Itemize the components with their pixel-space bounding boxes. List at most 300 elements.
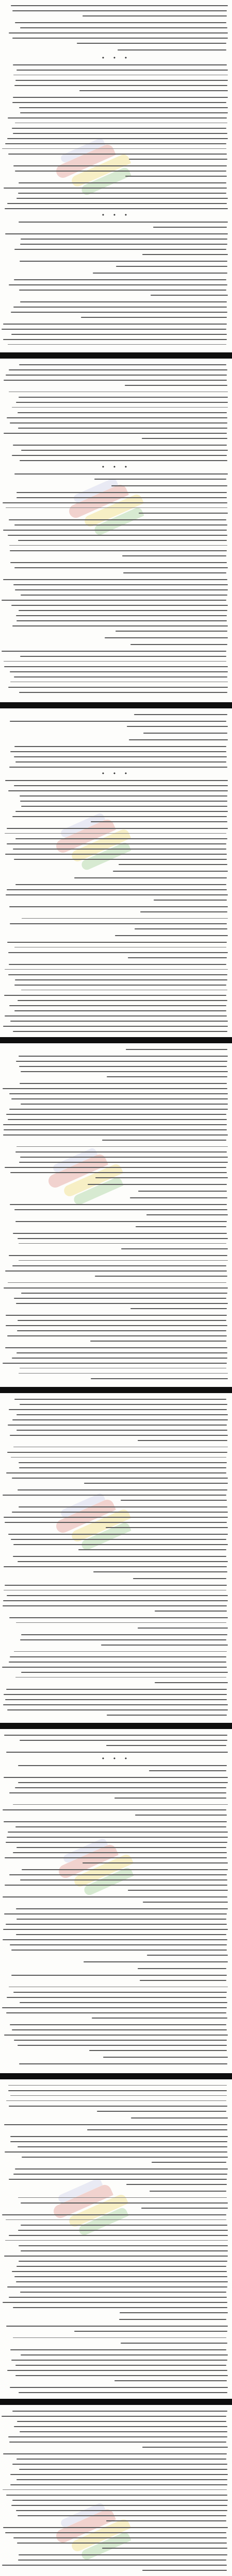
text-line: [9, 1792, 226, 1793]
text-line: [3, 1704, 228, 1705]
text-line: [16, 1303, 228, 1304]
text-line: [15, 2375, 228, 2376]
text-line: [19, 1467, 226, 1468]
text-line: [16, 70, 228, 71]
text-line: [130, 1197, 227, 1198]
text-line: [11, 1950, 227, 1951]
text-line: [9, 2442, 226, 2443]
text-line: [14, 2040, 227, 2041]
text-line: [21, 1104, 228, 1105]
text-line: [17, 2543, 227, 2544]
watermark-logo: [49, 814, 137, 876]
page-separator: [0, 1723, 232, 1729]
text-line: [20, 261, 227, 262]
text-line: [93, 273, 227, 274]
text-line: [21, 2354, 228, 2355]
text-line: [16, 2281, 228, 2282]
text-line: [17, 2421, 226, 2422]
text-line: [7, 1452, 227, 1453]
text-line: [128, 1890, 228, 1891]
text-line: [15, 22, 226, 23]
text-line: [19, 107, 228, 108]
page-separator: [0, 1387, 232, 1393]
text-line: [121, 1500, 227, 1501]
text-line: [142, 2447, 228, 2448]
text-line: [8, 2436, 227, 2437]
text-line: [123, 572, 226, 573]
text-line: [14, 1010, 226, 1011]
text-line: [90, 1341, 226, 1342]
text-line: [5, 1347, 227, 1348]
text-line: [138, 1968, 226, 1969]
text-line: [14, 524, 227, 526]
text-line: [119, 864, 227, 865]
text-line: [4, 666, 228, 667]
text-line: [8, 1534, 228, 1535]
text-line: [14, 279, 226, 280]
text-line: [14, 1651, 227, 1652]
text-line: [5, 1015, 227, 1016]
text-line: [13, 1556, 226, 1557]
text-line: [115, 935, 228, 936]
document-page: [0, 0, 232, 352]
text-line: [107, 1076, 227, 1077]
text-line: [155, 1611, 227, 1612]
text-line: [125, 385, 227, 386]
text-line: [114, 2380, 227, 2381]
text-line: [8, 344, 226, 345]
text-line: [3, 2527, 228, 2528]
text-line: [82, 15, 227, 16]
text-line: [13, 849, 226, 850]
section-divider: • • •: [101, 770, 131, 777]
text-line: [6, 1114, 226, 1115]
text-line: [9, 1409, 227, 1410]
text-line: [2, 2007, 227, 2008]
section-divider: • • •: [101, 55, 131, 61]
text-line: [5, 2532, 226, 2533]
text-line: [9, 519, 226, 520]
page-separator: [0, 352, 232, 359]
text-line: [155, 1682, 228, 1683]
text-line: [15, 1787, 226, 1788]
text-line: [14, 567, 228, 568]
text-line: [89, 2050, 227, 2051]
text-line: [9, 2106, 227, 2107]
text-line: [15, 979, 227, 980]
text-line: [15, 2365, 226, 2366]
text-line: [13, 1804, 228, 1805]
text-line: [10, 550, 227, 551]
text-line: [8, 974, 227, 975]
text-line: [22, 1869, 228, 1870]
text-line: [106, 1745, 226, 1746]
text-line: [88, 1184, 227, 1185]
text-line: [114, 1798, 226, 1799]
text-line: [95, 1177, 228, 1178]
text-line: [19, 610, 227, 611]
text-line: [138, 1628, 228, 1629]
text-line: [6, 2495, 227, 2496]
text-line: [6, 1315, 227, 1316]
text-line: [20, 656, 226, 657]
text-line: [13, 2337, 226, 2338]
text-line: [15, 1826, 226, 1827]
text-line: [106, 2520, 226, 2521]
text-line: [12, 128, 226, 129]
text-line: [15, 2168, 228, 2170]
text-line: [3, 1605, 227, 1606]
text-line: [12, 2500, 228, 2501]
text-line: [131, 2117, 228, 2119]
text-line: [9, 1662, 226, 1663]
text-line: [14, 473, 228, 474]
text-line: [4, 2124, 227, 2125]
text-line: [139, 513, 228, 514]
text-line: [11, 1098, 228, 1099]
text-line: [15, 80, 228, 81]
text-line: [5, 208, 228, 209]
text-line: [13, 2537, 227, 2538]
text-line: [95, 1276, 227, 1277]
text-line: [9, 284, 227, 285]
text-line: [6, 1472, 226, 1473]
text-line: [13, 1852, 227, 1853]
text-line: [7, 1709, 228, 1710]
text-line: [97, 2111, 226, 2112]
watermark-logo: [49, 2504, 137, 2566]
text-line: [9, 1093, 228, 1094]
text-line: [13, 1031, 227, 1032]
text-line: [74, 2331, 227, 2332]
text-line: [15, 589, 228, 590]
text-line: [19, 2469, 227, 2470]
page-separator: [0, 2073, 232, 2079]
text-line: [12, 1419, 228, 1420]
text-line: [21, 1672, 228, 1673]
text-line: [4, 433, 227, 434]
text-line: [16, 615, 227, 616]
text-line: [3, 1363, 227, 1364]
text-line: [14, 2426, 227, 2427]
text-line: [7, 1837, 228, 1838]
text-line: [14, 859, 227, 860]
text-line: [14, 249, 226, 250]
text-line: [20, 1404, 227, 1405]
text-line: [3, 502, 227, 503]
section-divider: • • •: [101, 212, 131, 218]
text-line: [7, 2370, 227, 2371]
text-line: [12, 455, 227, 456]
document-page: [0, 1730, 232, 2073]
text-line: [10, 751, 226, 752]
text-line: [14, 1298, 226, 1299]
text-line: [10, 1435, 228, 1436]
text-line: [16, 620, 227, 621]
text-line: [10, 2024, 226, 2025]
text-line: [15, 811, 228, 812]
text-line: [10, 2474, 228, 2475]
text-line: [7, 843, 226, 844]
document-page: [0, 2080, 232, 2398]
text-line: [13, 2307, 227, 2308]
text-line: [16, 2479, 227, 2480]
text-line: [20, 1157, 228, 1158]
text-line: [111, 485, 227, 486]
text-line: [10, 1172, 227, 1173]
text-line: [20, 2431, 227, 2432]
text-line: [135, 1815, 227, 1816]
text-line: [19, 290, 226, 291]
text-line: [6, 1924, 227, 1925]
text-line: [107, 1715, 227, 1716]
text-line: [4, 661, 226, 662]
text-line: [10, 1204, 227, 1205]
text-line: [12, 407, 228, 408]
watermark-logo: [41, 1149, 129, 1211]
text-line: [7, 889, 227, 890]
text-line: [9, 545, 227, 546]
text-line: [3, 1929, 228, 1930]
text-line: [113, 871, 228, 872]
text-line: [20, 27, 227, 28]
text-line: [9, 1109, 228, 1110]
text-line: [4, 188, 227, 189]
text-line: [5, 2151, 227, 2153]
text-line: [116, 266, 227, 267]
text-line: [20, 2002, 227, 2003]
text-line: [16, 1430, 227, 1431]
text-line: [16, 198, 228, 199]
text-line: [121, 2343, 227, 2344]
text-line: [18, 1000, 227, 1001]
page-separator: [0, 2399, 232, 2405]
text-line: [120, 2312, 228, 2313]
text-line: [13, 2174, 227, 2175]
text-line: [9, 2179, 227, 2180]
text-line: [105, 637, 228, 638]
text-line: [10, 671, 228, 672]
text-line: [122, 555, 226, 556]
text-line: [19, 692, 227, 693]
text-line: [12, 38, 228, 39]
text-line: [21, 2202, 228, 2204]
text-line: [16, 2510, 227, 2511]
text-line: [10, 2141, 227, 2142]
text-line: [3, 1939, 227, 1940]
text-line: [9, 767, 227, 768]
text-line: [91, 821, 227, 822]
text-line: [20, 795, 227, 796]
text-line: [10, 1944, 227, 1945]
text-line: [19, 182, 226, 183]
text-line: [22, 918, 228, 919]
text-line: [19, 1066, 227, 1067]
text-line: [16, 1352, 227, 1353]
text-line: [16, 1414, 228, 1415]
text-line: [6, 1752, 228, 1753]
text-line: [11, 605, 228, 606]
text-line: [9, 369, 227, 370]
text-line: [87, 2129, 227, 2130]
text-line: [6, 2326, 228, 2327]
text-line: [138, 1191, 227, 1192]
text-line: [3, 1124, 227, 1125]
text-line: [125, 176, 227, 177]
text-line: [13, 133, 227, 134]
text-line: [11, 312, 227, 313]
text-line: [8, 790, 228, 791]
text-line: [7, 417, 227, 418]
text-line: [7, 828, 228, 829]
text-line: [9, 2297, 227, 2298]
text-line: [3, 324, 227, 325]
text-line: [91, 1378, 228, 1379]
text-line: [118, 49, 226, 50]
text-line: [21, 1293, 227, 1294]
watermark-logo: [52, 1839, 139, 1901]
text-line: [106, 1527, 228, 1528]
text-line: [10, 721, 226, 722]
text-line: [152, 2162, 226, 2163]
text-line: [18, 193, 226, 194]
text-line: [79, 90, 228, 91]
text-line: [141, 2208, 228, 2209]
text-line: [14, 1399, 226, 1400]
text-line: [7, 2286, 227, 2287]
text-line: [18, 540, 227, 541]
text-line: [142, 254, 228, 255]
text-line: [10, 562, 227, 563]
text-line: [12, 1512, 228, 1513]
text-line: [12, 2411, 227, 2412]
text-line: [3, 1088, 227, 1089]
text-line: [20, 1639, 226, 1640]
text-line: [4, 1735, 227, 1736]
text-line: [4, 1821, 227, 1822]
text-line: [77, 43, 226, 44]
text-line: [14, 676, 227, 677]
text-line: [7, 203, 227, 204]
text-line: [21, 595, 227, 596]
text-line: [10, 2484, 227, 2485]
text-line: [18, 1782, 228, 1783]
text-line: [19, 222, 228, 223]
text-line: [3, 1896, 227, 1897]
text-line: [74, 877, 227, 878]
text-line: [9, 2235, 228, 2236]
text-line: [10, 2095, 227, 2096]
document-page: [0, 2405, 232, 2576]
text-line: [2, 329, 226, 330]
text-line: [6, 507, 227, 508]
text-line: [147, 1955, 228, 1956]
text-line: [3, 1026, 228, 1027]
text-line: [81, 317, 227, 318]
text-line: [4, 1694, 227, 1695]
text-line: [18, 2515, 226, 2516]
text-line: [5, 1585, 227, 1586]
text-line: [135, 928, 227, 929]
text-line: [8, 2090, 227, 2091]
text-line: [7, 1595, 228, 1596]
text-line: [5, 833, 226, 834]
text-line: [16, 1919, 226, 1920]
text-line: [3, 1809, 226, 1810]
text-line: [14, 985, 226, 986]
text-line: [2, 148, 226, 149]
text-line: [13, 445, 227, 446]
text-line: [8, 952, 228, 953]
text-line: [13, 307, 227, 308]
text-line: [140, 911, 227, 912]
text-line: [16, 497, 227, 498]
text-line: [7, 1997, 226, 1998]
text-line: [19, 2245, 228, 2246]
page-separator: [0, 702, 232, 708]
text-line: [15, 1221, 227, 1222]
text-line: [19, 1243, 226, 1244]
text-line: [5, 1522, 227, 1523]
text-line: [138, 1440, 227, 1441]
text-line: [5, 1167, 226, 1168]
text-line: [8, 2085, 227, 2086]
text-line: [82, 1862, 228, 1863]
text-line: [121, 1248, 228, 1249]
text-line: [136, 1226, 226, 1227]
text-line: [20, 2292, 226, 2293]
text-line: [143, 733, 227, 734]
text-line: [10, 1021, 228, 1022]
text-line: [9, 964, 226, 965]
text-line: [5, 2240, 228, 2241]
text-line: [11, 1539, 226, 1540]
text-line: [21, 806, 227, 807]
document-page: [0, 1394, 232, 1722]
text-line: [128, 957, 227, 958]
text-line: [6, 2100, 226, 2101]
text-line: [130, 1308, 227, 1309]
text-line: [133, 1578, 226, 1579]
text-line: [13, 64, 227, 65]
text-line: [5, 969, 228, 970]
text-line: [20, 244, 227, 245]
text-line: [12, 816, 227, 817]
text-line: [11, 2360, 227, 2361]
text-line: [13, 1992, 227, 1993]
text-line: [4, 1129, 227, 1130]
text-line: [12, 1478, 228, 1479]
text-line: [19, 1162, 228, 1163]
text-line: [19, 1260, 228, 1261]
text-line: [19, 1462, 227, 1463]
text-line: [19, 397, 228, 398]
text-line: [5, 233, 228, 234]
watermark-logo: [49, 1494, 137, 1556]
text-line: [3, 530, 227, 531]
text-line: [93, 1571, 227, 1572]
document-page: [0, 359, 232, 702]
text-line: [15, 761, 226, 762]
text-line: [7, 1335, 227, 1336]
text-line: [10, 2387, 228, 2388]
text-line: [18, 1489, 227, 1490]
text-line: [16, 1146, 228, 1147]
text-line: [18, 412, 227, 413]
text-line: [4, 1517, 228, 1518]
text-line: [16, 1908, 228, 1909]
text-line: [20, 460, 227, 461]
